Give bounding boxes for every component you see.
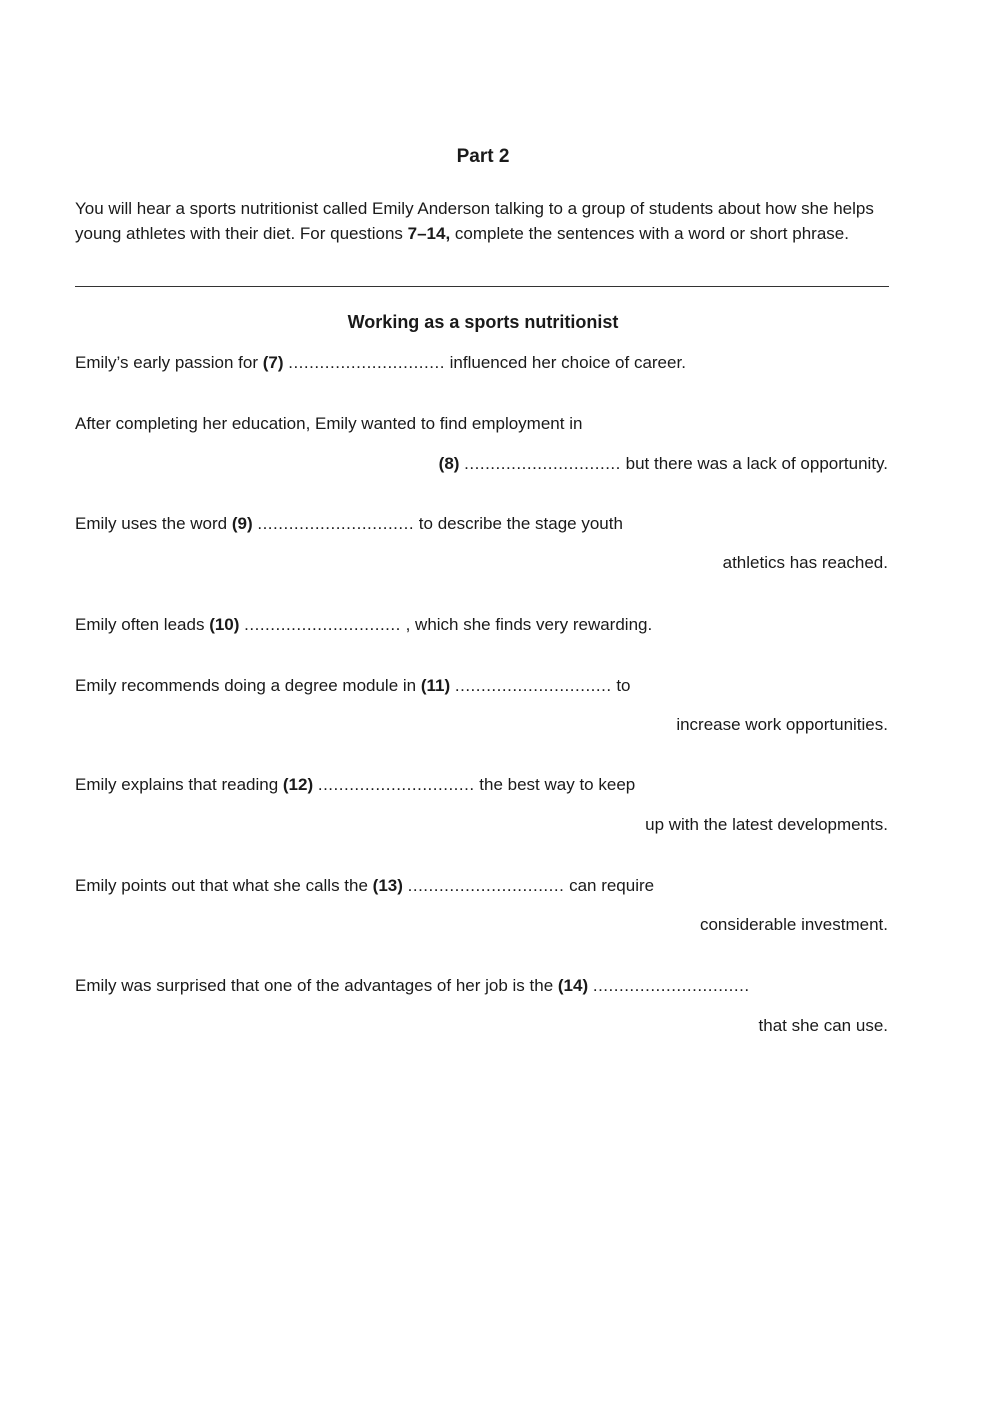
question-9-number: (9) [231, 514, 253, 533]
question-13-line-1 [75, 876, 654, 896]
question-14-text: Emily was surprised that one of the advantages of her job is the [75, 976, 558, 995]
question-8-line-1: After completing her education, Emily wanted to find employment in [75, 414, 583, 433]
question-13-number: (13) [372, 876, 403, 895]
answer-blank-11[interactable]: .............................. [454, 676, 612, 695]
question-9-text-after: to describe the stage youth [418, 514, 623, 533]
question-9-line-2: athletics has reached. [722, 553, 888, 572]
instructions-range: 7–14, [407, 223, 451, 243]
question-8-text-after: but there was a lack of opportunity. [625, 454, 888, 473]
question-9-text: Emily uses the word [75, 514, 232, 533]
question-12-line-1 [75, 775, 635, 795]
question-8-line-2 [439, 454, 888, 474]
section-title: Working as a sports nutritionist [347, 312, 619, 332]
instructions-pre: You will hear a sports nutritionist called Emily Anderson talking to a group of students about how she helps young athletes with their diet. For questions [75, 199, 874, 243]
question-14-line-2: that she can use. [758, 1016, 888, 1035]
question-10 [75, 615, 652, 635]
question-11-text-after: to [616, 676, 631, 695]
question-9-line-1 [75, 514, 623, 534]
question-12-line-2: up with the latest developments. [645, 815, 888, 834]
question-13-text: Emily points out that what she calls the [75, 876, 373, 895]
question-12-text: Emily explains that reading [75, 775, 283, 794]
answer-blank-9[interactable]: .............................. [257, 514, 415, 533]
instructions-post: complete the sentences with a word or short phrase. [450, 223, 849, 243]
question-14-number: (14) [557, 976, 589, 995]
question-7-text-after: influenced her choice of career. [449, 353, 686, 372]
answer-blank-14[interactable]: .............................. [592, 976, 750, 995]
answer-blank-8[interactable]: .............................. [464, 454, 621, 473]
question-11-number: (11) [420, 676, 451, 695]
part-title: Part 2 [456, 146, 510, 167]
question-10-text-after: , which she finds very rewarding. [405, 615, 653, 634]
divider [75, 286, 889, 287]
instructions [75, 197, 890, 246]
question-11-text: Emily recommends doing a degree module in [75, 676, 421, 695]
question-11-line-1 [75, 676, 631, 696]
question-12-text-after: the best way to keep [479, 775, 636, 794]
question-13-line-2: considerable investment. [699, 915, 888, 934]
question-8-number: (8) [438, 454, 460, 473]
question-7 [75, 353, 686, 373]
question-10-text: Emily often leads [75, 615, 210, 634]
answer-blank-13[interactable]: .............................. [407, 876, 565, 895]
question-7-text: Emily’s early passion for [75, 353, 263, 372]
question-7-number: (7) [262, 353, 284, 372]
answer-blank-7[interactable]: .............................. [288, 353, 445, 372]
question-11-line-2: increase work opportunities. [676, 715, 888, 734]
question-13-text-after: can require [569, 876, 655, 895]
answer-blank-12[interactable]: .............................. [317, 775, 475, 794]
question-14-line-1 [75, 976, 750, 996]
question-10-number: (10) [209, 615, 240, 634]
question-12-number: (12) [282, 775, 314, 794]
answer-blank-10[interactable]: .............................. [244, 615, 401, 634]
